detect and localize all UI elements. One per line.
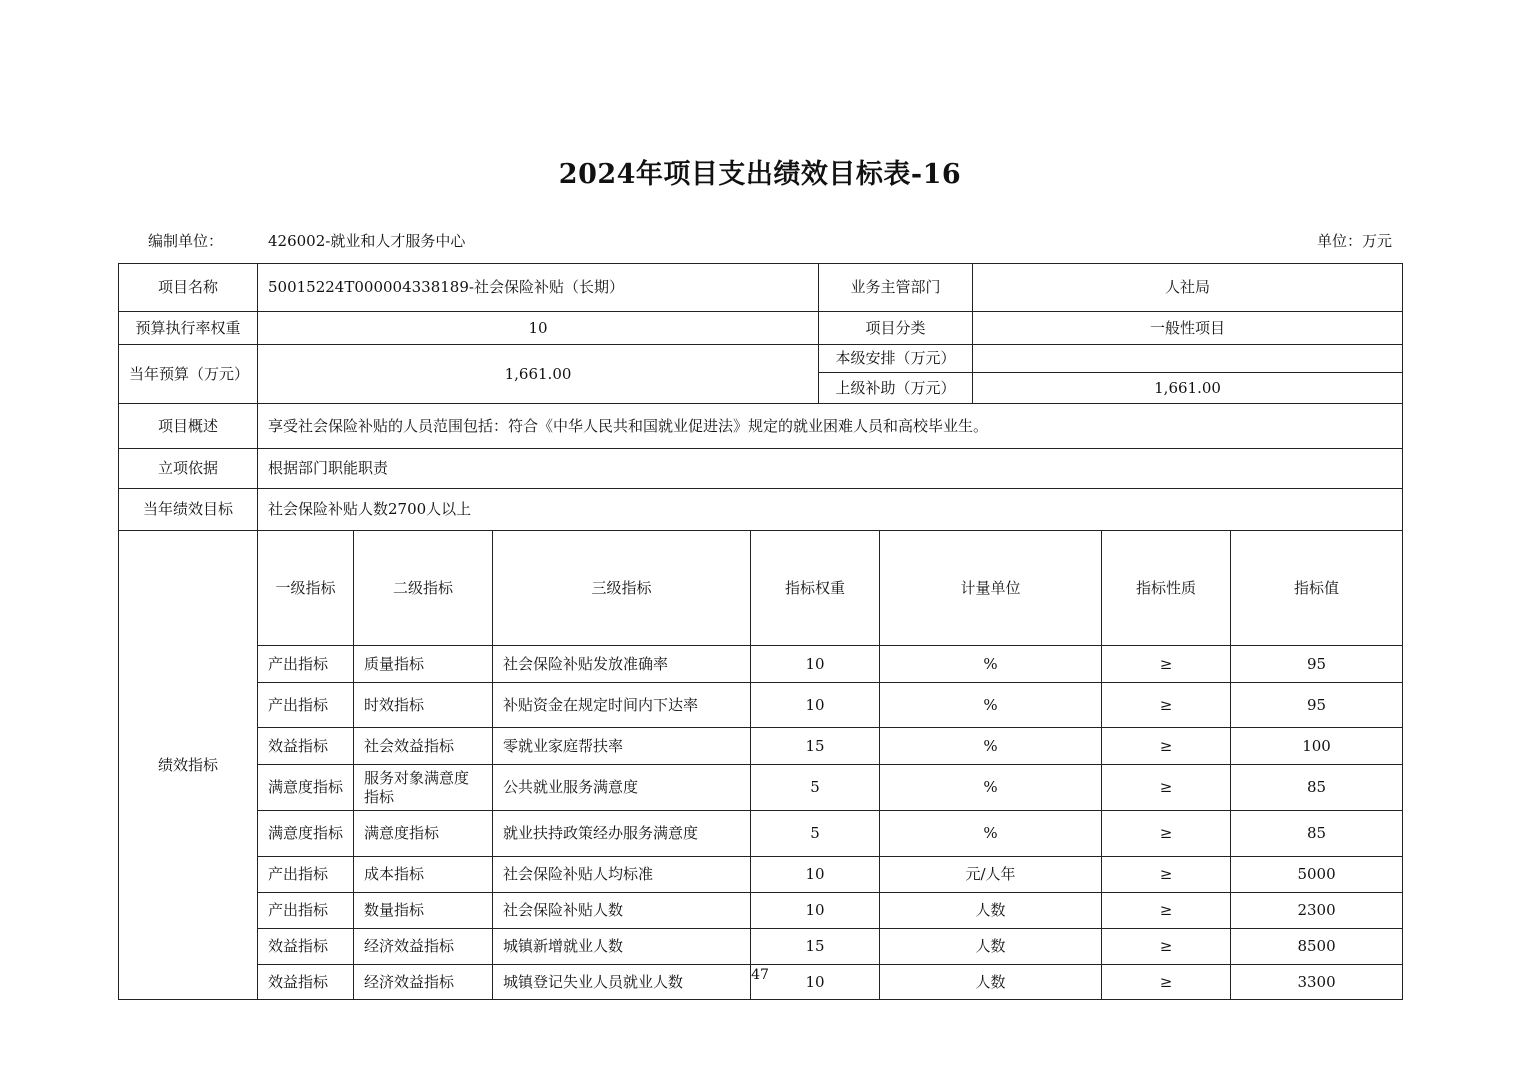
overview-value: 享受社会保险补贴的人员范围包括：符合《中华人民共和国就业促进法》规定的就业困难人员和高校毕业生。	[258, 404, 1403, 449]
indicator-level1: 效益指标	[258, 728, 354, 765]
indicator-level2: 成本指标	[354, 857, 493, 893]
indicator-weight: 10	[751, 857, 880, 893]
org-unit-value: 426002-就业和人才服务中心	[268, 232, 466, 250]
row-project-name	[119, 264, 1403, 312]
indicator-level3: 补贴资金在规定时间内下达率	[493, 683, 751, 728]
indicator-value: 5000	[1231, 857, 1403, 893]
table-row	[119, 811, 1403, 857]
indicator-unit: %	[880, 728, 1102, 765]
category-label: 项目分类	[819, 312, 973, 345]
indicator-level1: 效益指标	[258, 929, 354, 965]
indicator-weight: 15	[751, 929, 880, 965]
page-title: 2024年项目支出绩效目标表-16	[558, 159, 962, 190]
indicator-unit: 人数	[880, 965, 1102, 1000]
dept-label: 业务主管部门	[819, 264, 973, 312]
table-row	[119, 765, 1403, 811]
indicator-nature: ≥	[1102, 893, 1231, 929]
indicator-level2: 满意度指标	[354, 811, 493, 857]
table-row	[119, 683, 1403, 728]
indicator-value: 95	[1231, 646, 1403, 683]
goal-value: 社会保险补贴人数2700人以上	[258, 489, 1403, 531]
row-weight	[119, 312, 1403, 345]
budget-value: 1,661.00	[258, 345, 819, 404]
table-row	[119, 929, 1403, 965]
indicator-value: 95	[1231, 683, 1403, 728]
indicator-value: 8500	[1231, 929, 1403, 965]
indicator-value: 85	[1231, 765, 1403, 811]
page-number: 47	[751, 967, 769, 983]
indicator-level2: 时效指标	[354, 683, 493, 728]
row-goal	[119, 489, 1403, 531]
budget-label: 当年预算（万元）	[119, 345, 258, 404]
indicator-level1: 产出指标	[258, 857, 354, 893]
weight-label: 预算执行率权重	[119, 312, 258, 345]
indicator-level2: 经济效益指标	[354, 965, 493, 1000]
performance-table	[118, 263, 1403, 1000]
indicator-weight: 10	[751, 646, 880, 683]
table-row	[119, 857, 1403, 893]
indicator-level1: 产出指标	[258, 683, 354, 728]
indicator-value: 2300	[1231, 893, 1403, 929]
indicator-level1: 产出指标	[258, 893, 354, 929]
indicator-weight: 5	[751, 765, 880, 811]
row-budget-local	[119, 345, 1403, 373]
indicator-level3: 社会保险补贴发放准确率	[493, 646, 751, 683]
indicator-nature: ≥	[1102, 646, 1231, 683]
table-row	[119, 646, 1403, 683]
indicator-weight: 5	[751, 811, 880, 857]
indicator-unit: 人数	[880, 893, 1102, 929]
indicator-level3: 零就业家庭帮扶率	[493, 728, 751, 765]
indicator-weight: 10	[751, 893, 880, 929]
weight-value: 10	[258, 312, 819, 345]
category-value: 一般性项目	[973, 312, 1403, 345]
header-unit: 计量单位	[880, 531, 1102, 646]
indicators-section-label: 绩效指标	[119, 531, 258, 1000]
goal-label: 当年绩效目标	[119, 489, 258, 531]
indicator-level3: 就业扶持政策经办服务满意度	[493, 811, 751, 857]
indicator-unit: %	[880, 811, 1102, 857]
header-value: 指标值	[1231, 531, 1403, 646]
indicator-level3: 社会保险补贴人均标准	[493, 857, 751, 893]
project-name-value: 50015224T000004338189-社会保险补贴（长期）	[258, 264, 819, 312]
header-weight: 指标权重	[751, 531, 880, 646]
basis-value: 根据部门职能职责	[258, 449, 1403, 489]
indicator-nature: ≥	[1102, 765, 1231, 811]
indicator-unit: 人数	[880, 929, 1102, 965]
row-basis	[119, 449, 1403, 489]
indicator-unit: %	[880, 683, 1102, 728]
indicator-level2: 质量指标	[354, 646, 493, 683]
header-level3: 三级指标	[493, 531, 751, 646]
indicator-nature: ≥	[1102, 728, 1231, 765]
local-value	[973, 345, 1403, 373]
indicator-weight: 15	[751, 728, 880, 765]
header-level1: 一级指标	[258, 531, 354, 646]
dept-value: 人社局	[973, 264, 1403, 312]
indicator-level2: 经济效益指标	[354, 929, 493, 965]
upper-label: 上级补助（万元）	[819, 373, 973, 404]
indicator-level3: 社会保险补贴人数	[493, 893, 751, 929]
indicator-nature: ≥	[1102, 683, 1231, 728]
indicator-weight: 10	[751, 683, 880, 728]
local-label: 本级安排（万元）	[819, 345, 973, 373]
basis-label: 立项依据	[119, 449, 258, 489]
indicator-level1: 满意度指标	[258, 811, 354, 857]
indicator-nature: ≥	[1102, 929, 1231, 965]
table-row	[119, 893, 1403, 929]
overview-label: 项目概述	[119, 404, 258, 449]
upper-value: 1,661.00	[973, 373, 1403, 404]
indicator-level1: 产出指标	[258, 646, 354, 683]
indicator-weight: 10	[751, 965, 880, 1000]
row-overview	[119, 404, 1403, 449]
indicator-nature: ≥	[1102, 811, 1231, 857]
indicator-level3: 城镇登记失业人员就业人数	[493, 965, 751, 1000]
indicator-unit: %	[880, 765, 1102, 811]
indicator-level2: 数量指标	[354, 893, 493, 929]
header-nature: 指标性质	[1102, 531, 1231, 646]
indicator-value: 85	[1231, 811, 1403, 857]
indicator-header-row	[119, 531, 1403, 646]
indicator-level2: 服务对象满意度指标	[354, 765, 493, 811]
org-unit-label: 编制单位：	[148, 232, 224, 250]
header-level2: 二级指标	[354, 531, 493, 646]
indicator-unit: 元/人年	[880, 857, 1102, 893]
indicator-level2: 社会效益指标	[354, 728, 493, 765]
indicator-value: 3300	[1231, 965, 1403, 1000]
indicator-nature: ≥	[1102, 857, 1231, 893]
indicator-unit: %	[880, 646, 1102, 683]
indicator-level1: 满意度指标	[258, 765, 354, 811]
indicator-value: 100	[1231, 728, 1403, 765]
project-name-label: 项目名称	[119, 264, 258, 312]
indicator-level3: 城镇新增就业人数	[493, 929, 751, 965]
indicator-level1: 效益指标	[258, 965, 354, 1000]
currency-unit: 单位：万元	[1316, 232, 1392, 250]
indicator-level3: 公共就业服务满意度	[493, 765, 751, 811]
indicator-nature: ≥	[1102, 965, 1231, 1000]
table-row	[119, 728, 1403, 765]
